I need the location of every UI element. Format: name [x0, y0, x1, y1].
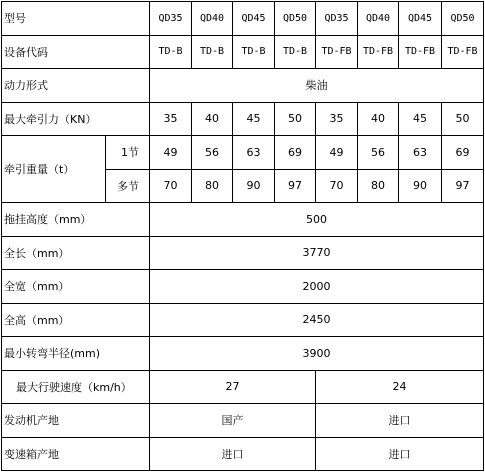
weight-multi-cell: 80	[358, 169, 399, 203]
table-row	[2, 303, 484, 337]
height-label-cell: 全高（mm）	[2, 303, 150, 337]
model-cell: QD50	[442, 2, 484, 36]
code-cell: TD-FB	[358, 35, 399, 69]
weight-multi-cell: 70	[316, 169, 358, 203]
gearbox-label-cell: 变速箱产地	[2, 437, 150, 471]
table-row	[2, 404, 484, 438]
model-cell: QD40	[192, 2, 233, 36]
weight-multi-cell: 80	[192, 169, 233, 203]
model-cell: QD45	[233, 2, 275, 36]
traction-cell: 35	[150, 102, 192, 136]
engine-value-cell: 进口	[316, 404, 484, 438]
height-value-cell: 2450	[150, 303, 484, 337]
table-row	[2, 370, 484, 404]
weight-multi-cell: 90	[233, 169, 275, 203]
gearbox-value-cell: 进口	[316, 437, 484, 471]
code-cell: TD-FB	[442, 35, 484, 69]
model-cell: QD35	[150, 2, 192, 36]
weight-single-cell: 63	[233, 136, 275, 170]
speed-label-cell: 最大行驶速度（km/h）	[2, 370, 150, 404]
weight-single-cell: 56	[192, 136, 233, 170]
gearbox-value-cell: 进口	[150, 437, 316, 471]
length-value-cell: 3770	[150, 236, 484, 270]
traction-cell: 45	[233, 102, 275, 136]
speed-value-cell: 24	[316, 370, 484, 404]
table-row	[2, 136, 484, 170]
traction-label-cell: 最大牵引力（KN）	[2, 102, 150, 136]
weight-multi-cell: 90	[399, 169, 442, 203]
weight-multi-label-cell: 多节	[106, 169, 150, 203]
code-cell: TD-FB	[316, 35, 358, 69]
code-cell: TD-B	[150, 35, 192, 69]
weight-single-cell: 63	[399, 136, 442, 170]
radius-value-cell: 3900	[150, 337, 484, 371]
code-cell: TD-FB	[399, 35, 442, 69]
model-cell: QD40	[358, 2, 399, 36]
table-row	[2, 102, 484, 136]
code-cell: TD-B	[275, 35, 316, 69]
power-value-cell: 柴油	[150, 69, 484, 103]
weight-single-cell: 49	[150, 136, 192, 170]
weight-single-label-cell: 1节	[106, 136, 150, 170]
table-row	[2, 437, 484, 471]
spec-table	[1, 1, 484, 471]
weight-single-cell: 49	[316, 136, 358, 170]
model-cell: QD50	[275, 2, 316, 36]
weight-multi-cell: 97	[442, 169, 484, 203]
table-row	[2, 236, 484, 270]
traction-cell: 40	[192, 102, 233, 136]
model-cell: QD35	[316, 2, 358, 36]
model-cell: QD45	[399, 2, 442, 36]
weight-single-cell: 69	[442, 136, 484, 170]
code-cell: TD-B	[192, 35, 233, 69]
radius-label-cell: 最小转弯半径(mm)	[2, 337, 150, 371]
table-row	[2, 69, 484, 103]
weight-multi-cell: 97	[275, 169, 316, 203]
table-row	[2, 203, 484, 237]
code-cell: TD-B	[233, 35, 275, 69]
traction-cell: 50	[442, 102, 484, 136]
header-label-cell: 型号	[2, 2, 150, 36]
length-label-cell: 全长（mm）	[2, 236, 150, 270]
hitch-label-cell: 拖挂高度（mm）	[2, 203, 150, 237]
engine-label-cell: 发动机产地	[2, 404, 150, 438]
table-row	[2, 270, 484, 304]
weight-label-cell: 牵引重量（t）	[2, 136, 106, 203]
traction-cell: 35	[316, 102, 358, 136]
traction-cell: 45	[399, 102, 442, 136]
code-label-cell: 设备代码	[2, 35, 150, 69]
table-row	[2, 337, 484, 371]
table-row	[2, 35, 484, 69]
weight-single-cell: 69	[275, 136, 316, 170]
hitch-value-cell: 500	[150, 203, 484, 237]
weight-single-cell: 56	[358, 136, 399, 170]
table-row	[2, 2, 484, 36]
width-value-cell: 2000	[150, 270, 484, 304]
traction-cell: 50	[275, 102, 316, 136]
speed-value-cell: 27	[150, 370, 316, 404]
width-label-cell: 全宽（mm）	[2, 270, 150, 304]
engine-value-cell: 国产	[150, 404, 316, 438]
weight-multi-cell: 70	[150, 169, 192, 203]
power-label-cell: 动力形式	[2, 69, 150, 103]
traction-cell: 40	[358, 102, 399, 136]
